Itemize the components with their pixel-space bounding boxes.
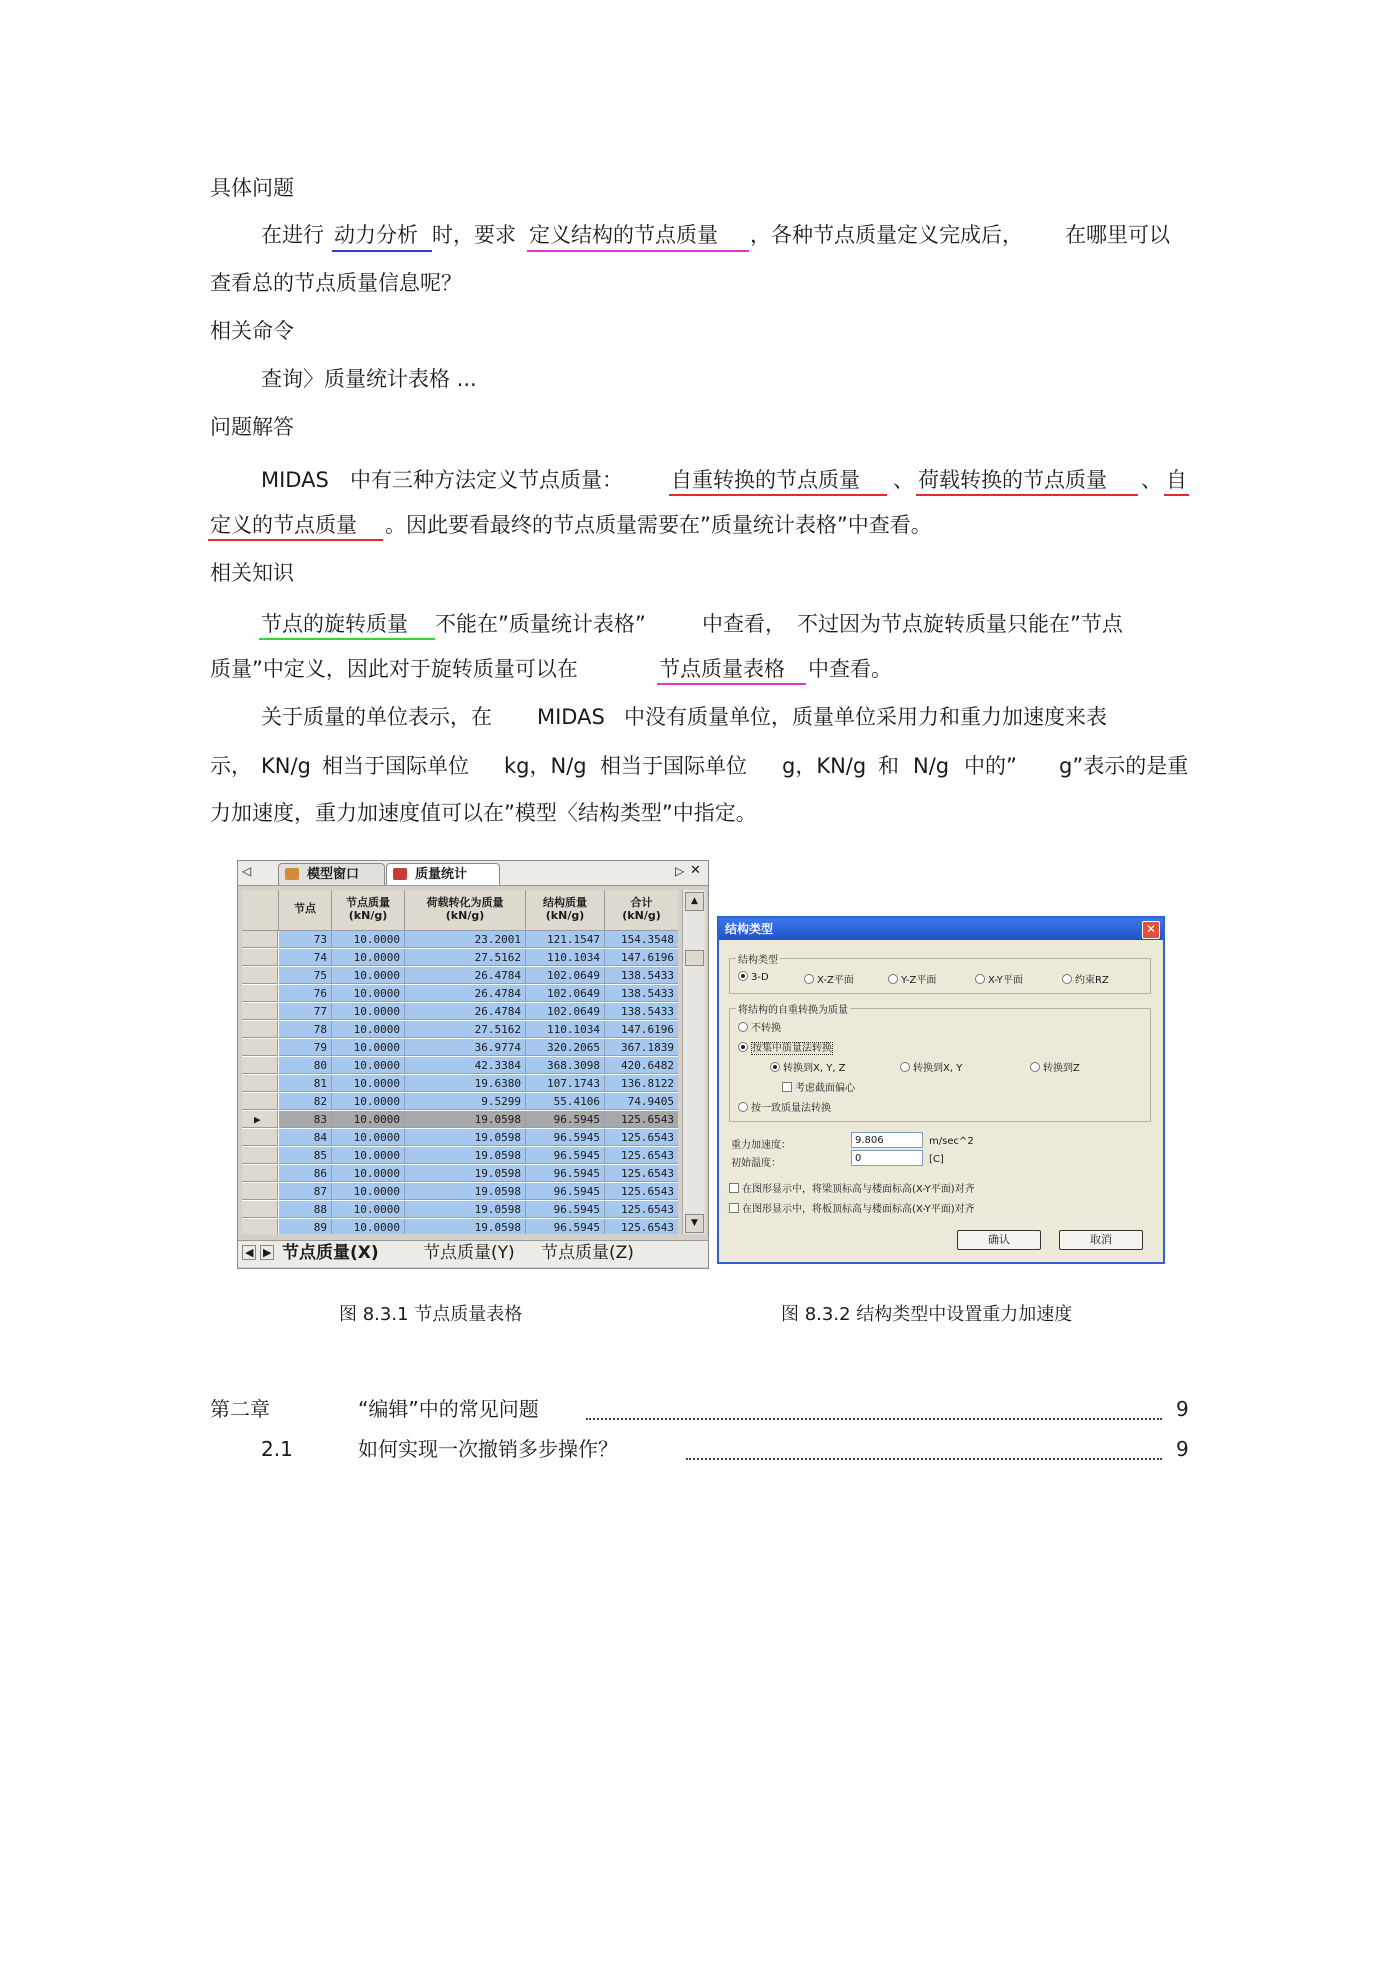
row-selector[interactable] [242, 1039, 278, 1056]
issue-text-1a: 在进行 [261, 223, 324, 247]
table-cell[interactable]: 10.0000 [332, 1003, 405, 1020]
radio-consistent-mass[interactable]: 按一致质量法转换 [738, 1099, 831, 1114]
know-4f: g，KN/g [782, 754, 867, 778]
row-selector[interactable] [242, 967, 278, 984]
mass-conversion-group [729, 1005, 1151, 1122]
table-cell[interactable]: 26.4784 [405, 967, 526, 984]
table-cell[interactable]: 87 [279, 1183, 332, 1200]
table-cell[interactable]: 10.0000 [332, 1165, 405, 1182]
table-cell[interactable]: 10.0000 [332, 985, 405, 1002]
know-2a: 质量”中定义，因此对于旋转质量可以在 [210, 657, 578, 681]
tab-mass-statistics-label: 质量统计 [415, 867, 468, 882]
figure-caption-2: 图 8.3.2 结构类型中设置重力加速度 [781, 1304, 1073, 1325]
issue-text-1c: 时，要求 [432, 223, 516, 247]
row-selector[interactable] [242, 931, 278, 948]
row-selector-header [242, 890, 279, 931]
tab-model-window-label: 模型窗口 [307, 867, 360, 882]
table-cell[interactable]: 27.5162 [405, 1021, 526, 1038]
table-cell[interactable]: 81 [279, 1075, 332, 1092]
gravity-input[interactable]: 9.806 [851, 1132, 923, 1148]
command-text: 查询〉质量统计表格 ... [261, 367, 477, 391]
tab-mass-statistics[interactable] [386, 863, 500, 885]
know-4e: 相当于国际单位 [600, 754, 747, 778]
vertical-scrollbar[interactable] [682, 890, 705, 1234]
mass-statistics-icon [393, 868, 407, 880]
table-cell[interactable]: 89 [279, 1219, 332, 1234]
table-row[interactable] [242, 949, 678, 967]
table-cell[interactable]: 10.0000 [332, 1129, 405, 1146]
table-cell[interactable]: 55.4106 [526, 1093, 605, 1110]
answer-1d: 、 [893, 468, 914, 492]
table-cell[interactable]: 102.0649 [526, 985, 605, 1002]
underline-red [916, 494, 1138, 496]
table-cell[interactable]: 10.0000 [332, 1075, 405, 1092]
table-cell[interactable]: 77 [279, 1003, 332, 1020]
issue-text-1f: 在哪里可以 [1065, 223, 1170, 247]
table-row[interactable] [242, 1165, 678, 1183]
table-cell[interactable]: 10.0000 [332, 967, 405, 984]
table-cell[interactable]: 88 [279, 1201, 332, 1218]
toc-chapter-page: 9 [1176, 1397, 1189, 1421]
table-cell[interactable]: 79 [279, 1039, 332, 1056]
table-cell[interactable]: 9.5299 [405, 1093, 526, 1110]
radio-xz-plane[interactable]: X-Z平面 [804, 971, 854, 986]
row-selector[interactable] [242, 1093, 278, 1110]
check-section-offset[interactable]: 考虑截面偏心 [782, 1079, 855, 1094]
col-header-node[interactable]: 节点 [279, 890, 332, 931]
table-row[interactable] [242, 1003, 678, 1021]
table-cell[interactable]: 19.0598 [405, 1165, 526, 1182]
table-cell[interactable]: 83 [279, 1111, 332, 1128]
table-cell[interactable]: 26.4784 [405, 985, 526, 1002]
sheet-tab-z[interactable]: 节点质量(Z) [541, 1243, 634, 1263]
table-cell[interactable]: 78 [279, 1021, 332, 1038]
scroll-thumb[interactable] [685, 950, 704, 966]
row-selector[interactable] [242, 985, 278, 1002]
initial-temp-unit: [C] [929, 1154, 944, 1165]
table-cell[interactable]: 138.5433 [605, 1003, 678, 1020]
table-row[interactable] [242, 1057, 678, 1075]
dialog-title: 结构类型 [719, 918, 1163, 940]
table-cell[interactable]: 19.0598 [405, 1111, 526, 1128]
term-custom-mass-end: 定义的节点质量 [210, 513, 357, 537]
know-4i: 中的” [964, 754, 1017, 778]
underline-red [1164, 494, 1189, 496]
group-structure-type-label: 结构类型 [736, 951, 780, 966]
know-1c: 中查看， [702, 612, 786, 636]
col-header-node-mass[interactable]: 节点质量 (kN/g) [332, 890, 405, 931]
table-cell[interactable]: 75 [279, 967, 332, 984]
know-4b: KN/g [261, 754, 311, 778]
issue-heading: 具体问题 [210, 176, 294, 200]
model-window-icon [285, 868, 299, 880]
toc-chapter-title[interactable]: “编辑”中的常见问题 [358, 1397, 539, 1421]
underline-red [208, 539, 383, 541]
table-cell[interactable]: 10.0000 [332, 1147, 405, 1164]
row-selector[interactable] [242, 1057, 278, 1074]
know-4g: 和 [878, 754, 899, 778]
table-cell[interactable]: 125.6543 [605, 1147, 678, 1164]
table-cell[interactable]: 102.0649 [526, 967, 605, 984]
knowledge-heading: 相关知识 [210, 561, 294, 585]
gravity-label: 重力加速度： [731, 1140, 791, 1151]
command-heading: 相关命令 [210, 319, 294, 343]
table-cell[interactable]: 27.5162 [405, 949, 526, 966]
term-dynamic-analysis: 动力分析 [334, 223, 418, 247]
underline-magenta [527, 250, 749, 252]
table-cell[interactable]: 96.5945 [526, 1129, 605, 1146]
table-cell[interactable]: 74.9405 [605, 1093, 678, 1110]
table-cell[interactable]: 84 [279, 1129, 332, 1146]
table-cell[interactable]: 80 [279, 1057, 332, 1074]
answer-2b: 。因此要看最终的节点质量需要在”质量统计表格”中查看。 [385, 513, 932, 537]
table-row[interactable] [242, 1111, 678, 1129]
know-4d: kg，N/g [504, 754, 587, 778]
row-selector[interactable] [242, 1021, 278, 1038]
term-custom-mass-start: 自 [1166, 468, 1187, 492]
table-cell[interactable]: 96.5945 [526, 1201, 605, 1218]
know-5: 力加速度，重力加速度值可以在”模型〈结构类型”中指定。 [210, 801, 757, 825]
row-selector[interactable]: ▶ [242, 1111, 278, 1128]
table-cell[interactable]: 19.0598 [405, 1147, 526, 1164]
know-4j: g”表示的是重 [1059, 754, 1189, 778]
toc-leader-dots [586, 1416, 1162, 1420]
know-2c: 中查看。 [808, 657, 892, 681]
scroll-down-icon[interactable]: ▼ [685, 1214, 704, 1233]
toc-section-title[interactable]: 如何实现一次撤销多步操作？ [358, 1437, 618, 1461]
table-row[interactable] [242, 1201, 678, 1219]
table-cell[interactable]: 76 [279, 985, 332, 1002]
table-cell[interactable]: 125.6543 [605, 1129, 678, 1146]
table-row[interactable] [242, 1093, 678, 1111]
radio-lumped-mass[interactable]: 按集中质量法转换 [738, 1039, 833, 1054]
row-selector[interactable] [242, 1165, 278, 1182]
initial-temp-label: 初始温度： [731, 1158, 781, 1169]
underline-green [259, 638, 435, 640]
sheet-tab-bar [238, 1240, 708, 1267]
table-cell[interactable]: 73 [279, 931, 332, 948]
table-cell[interactable]: 86 [279, 1165, 332, 1182]
col-header-structure-mass[interactable]: 结构质量 (kN/g) [526, 890, 605, 931]
table-cell[interactable]: 125.6543 [605, 1111, 678, 1128]
radio-convert-z[interactable]: 转换到Z [1030, 1059, 1080, 1074]
toc-section-number: 2.1 [261, 1437, 293, 1461]
table-cell[interactable]: 10.0000 [332, 1183, 405, 1200]
ok-button[interactable]: 确认 [957, 1230, 1041, 1250]
toc-section-page: 9 [1176, 1437, 1189, 1461]
table-row[interactable] [242, 1219, 678, 1234]
know-1b: 不能在”质量统计表格” [435, 612, 646, 636]
gravity-unit: m/sec^2 [929, 1136, 974, 1147]
know-3c: 中没有质量单位，质量单位采用力和重力加速度来表 [624, 705, 1107, 729]
table-cell[interactable]: 10.0000 [332, 1201, 405, 1218]
table-cell[interactable]: 154.3548 [605, 931, 678, 948]
know-1d: 不过因为节点旋转质量只能在”节点 [797, 612, 1123, 636]
table-cell[interactable]: 121.1547 [526, 931, 605, 948]
table-cell[interactable]: 96.5945 [526, 1147, 605, 1164]
term-rotational-mass: 节点的旋转质量 [261, 612, 408, 636]
figure-caption-1: 图 8.3.1 节点质量表格 [339, 1304, 523, 1325]
table-cell[interactable]: 138.5433 [605, 967, 678, 984]
table-cell[interactable]: 125.6543 [605, 1183, 678, 1200]
table-row[interactable] [242, 1129, 678, 1147]
term-define-node-mass: 定义结构的节点质量 [529, 223, 718, 247]
row-selector[interactable] [242, 1183, 278, 1200]
sheet-next-icon[interactable]: ▶ [260, 1245, 274, 1260]
sheet-tab-y[interactable]: 节点质量(Y) [423, 1243, 515, 1263]
table-cell[interactable]: 102.0649 [526, 1003, 605, 1020]
table-cell[interactable]: 26.4784 [405, 1003, 526, 1020]
mass-table-window [237, 860, 709, 1269]
radio-xy-plane[interactable]: X-Y平面 [975, 971, 1023, 986]
table-cell[interactable]: 110.1034 [526, 1021, 605, 1038]
check-slab-align[interactable]: 在图形显示中，将板顶标高与楼面标高(X-Y平面)对齐 [729, 1200, 975, 1215]
know-3a: 关于质量的单位表示，在 [261, 705, 492, 729]
answer-1b: 中有三种方法定义节点质量： [350, 468, 623, 492]
know-4c: 相当于国际单位 [322, 754, 469, 778]
table-cell[interactable]: 10.0000 [332, 1039, 405, 1056]
col-header-total[interactable]: 合计 (kN/g) [605, 890, 678, 931]
cancel-button[interactable]: 取消 [1059, 1230, 1143, 1250]
row-selector[interactable] [242, 949, 278, 966]
issue-text-1e: ，各种节点质量定义完成后， [750, 223, 1023, 247]
table-cell[interactable]: 96.5945 [526, 1165, 605, 1182]
table-cell[interactable]: 19.6380 [405, 1075, 526, 1092]
table-cell[interactable]: 420.6482 [605, 1057, 678, 1074]
table-row[interactable] [242, 1039, 678, 1057]
toc-chapter-label: 第二章 [210, 1397, 270, 1421]
table-cell[interactable]: 125.6543 [605, 1165, 678, 1182]
nav-right-icon[interactable]: ▷ [675, 864, 685, 878]
table-cell[interactable]: 320.2065 [526, 1039, 605, 1056]
table-cell[interactable]: 147.6196 [605, 949, 678, 966]
table-cell[interactable]: 10.0000 [332, 1057, 405, 1074]
table-cell[interactable]: 96.5945 [526, 1183, 605, 1200]
radio-no-conversion[interactable]: 不转换 [738, 1019, 781, 1034]
table-cell[interactable]: 96.5945 [526, 1111, 605, 1128]
table-row[interactable] [242, 1021, 678, 1039]
table-cell[interactable]: 10.0000 [332, 949, 405, 966]
table-row[interactable] [242, 931, 678, 949]
answer-heading: 问题解答 [210, 415, 294, 439]
table-cell[interactable]: 42.3384 [405, 1057, 526, 1074]
table-row[interactable] [242, 967, 678, 985]
know-4h: N/g [913, 754, 950, 778]
table-cell[interactable]: 74 [279, 949, 332, 966]
term-selfweight-mass: 自重转换的节点质量 [671, 468, 860, 492]
col-header-load-mass[interactable]: 荷载转化为质量 (kN/g) [405, 890, 526, 931]
table-row[interactable] [242, 1075, 678, 1093]
table-cell[interactable]: 125.6543 [605, 1219, 678, 1234]
table-cell[interactable]: 10.0000 [332, 1093, 405, 1110]
row-selector[interactable] [242, 1219, 278, 1234]
table-cell[interactable]: 110.1034 [526, 949, 605, 966]
row-selector[interactable] [242, 1147, 278, 1164]
table-row[interactable] [242, 985, 678, 1003]
underline-magenta [657, 683, 806, 685]
issue-text-2: 查看总的节点质量信息呢？ [210, 271, 462, 295]
nav-left-icon[interactable]: ◁ [242, 864, 252, 878]
table-cell[interactable]: 367.1839 [605, 1039, 678, 1056]
row-selector[interactable] [242, 1201, 278, 1218]
scroll-up-icon[interactable]: ▲ [685, 892, 704, 911]
know-3b: MIDAS [537, 705, 605, 729]
table-cell[interactable]: 125.6543 [605, 1201, 678, 1218]
group-mass-conversion-label: 将结构的自重转换为质量 [736, 1001, 850, 1016]
radio-3d[interactable]: 3-D [738, 971, 769, 983]
table-cell[interactable]: 96.5945 [526, 1219, 605, 1234]
check-beam-align[interactable]: 在图形显示中，将梁顶标高与楼面标高(X-Y平面)对齐 [729, 1180, 975, 1195]
table-row[interactable] [242, 1147, 678, 1165]
underline-blue [332, 250, 432, 252]
sheet-prev-icon[interactable]: ◀ [242, 1245, 256, 1260]
table-cell[interactable]: 82 [279, 1093, 332, 1110]
term-node-mass-table: 节点质量表格 [659, 657, 785, 681]
table-cell[interactable]: 19.0598 [405, 1129, 526, 1146]
table-cell[interactable]: 23.2001 [405, 931, 526, 948]
initial-temp-input[interactable]: 0 [851, 1150, 923, 1166]
table-cell[interactable]: 10.0000 [332, 931, 405, 948]
table-cell[interactable]: 107.1743 [526, 1075, 605, 1092]
table-cell[interactable]: 85 [279, 1147, 332, 1164]
answer-1f: 、 [1141, 468, 1162, 492]
radio-yz-plane[interactable]: Y-Z平面 [888, 971, 936, 986]
table-cell[interactable]: 10.0000 [332, 1021, 405, 1038]
table-cell[interactable]: 10.0000 [332, 1111, 405, 1128]
row-selector[interactable] [242, 1075, 278, 1092]
structure-type-dialog [717, 916, 1165, 1264]
radio-convert-xyz[interactable]: 转换到X, Y, Z [770, 1059, 846, 1074]
close-icon[interactable]: ✕ [690, 863, 701, 878]
term-load-mass: 荷载转换的节点质量 [918, 468, 1107, 492]
tab-model-window[interactable] [278, 863, 385, 885]
row-selector[interactable] [242, 1129, 278, 1146]
row-selector[interactable] [242, 1003, 278, 1020]
dialog-close-icon[interactable]: ✕ [1142, 921, 1160, 939]
table-cell[interactable]: 147.6196 [605, 1021, 678, 1038]
table-cell[interactable]: 10.0000 [332, 1219, 405, 1234]
answer-1a: MIDAS [261, 468, 329, 492]
table-cell[interactable]: 136.8122 [605, 1075, 678, 1092]
mass-table-grid [242, 890, 678, 1234]
structure-type-group [729, 955, 1151, 994]
table-cell[interactable]: 19.0598 [405, 1201, 526, 1218]
window-tab-bar [238, 861, 708, 886]
radio-constrain-rz[interactable]: 约束RZ [1062, 971, 1109, 986]
table-cell[interactable]: 368.3098 [526, 1057, 605, 1074]
table-cell[interactable]: 138.5433 [605, 985, 678, 1002]
know-4a: 示， [210, 754, 252, 778]
underline-red [669, 494, 887, 496]
sheet-tab-x[interactable]: 节点质量(X) [282, 1243, 379, 1263]
radio-convert-xy[interactable]: 转换到X, Y [900, 1059, 962, 1074]
table-row[interactable] [242, 1183, 678, 1201]
table-cell[interactable]: 36.9774 [405, 1039, 526, 1056]
toc-leader-dots [686, 1456, 1162, 1460]
table-cell[interactable]: 19.0598 [405, 1219, 526, 1234]
table-cell[interactable]: 19.0598 [405, 1183, 526, 1200]
